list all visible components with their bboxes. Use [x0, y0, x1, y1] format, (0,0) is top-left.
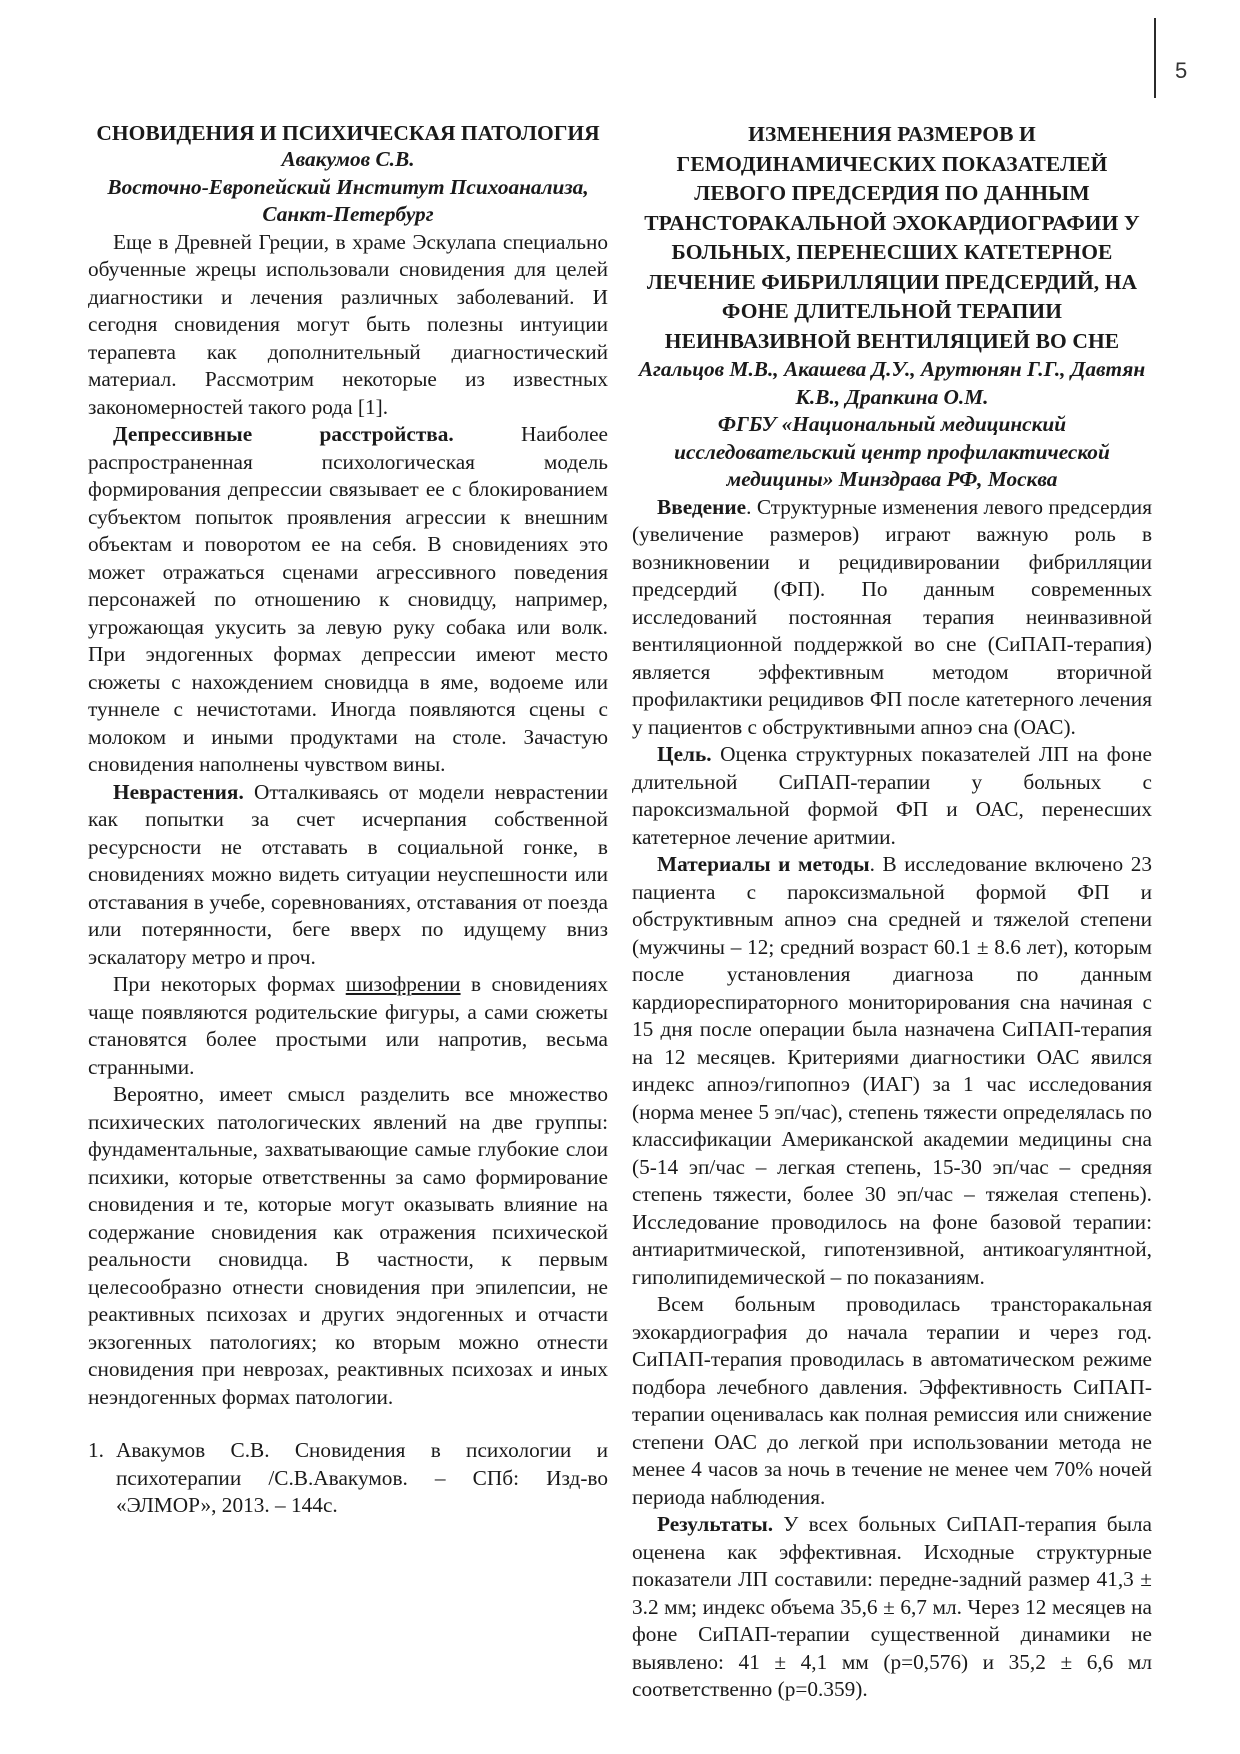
- header-rule: [1154, 18, 1156, 98]
- introduction-heading: Введение: [657, 494, 747, 519]
- neurasthenia-text: Отталкиваясь от модели неврастении как попытки за счет исчерпания собственной ресурсности не отставать в социальной гонке, в сновидениях можно видеть ситуации неуспешности или отставания в учебе, соревнованиях, отставания от поезда или потерянности, беге вверх по идущему вниз эскалатору метро и проч.: [88, 779, 608, 969]
- schizophrenia-text-after: в сновидениях чаще появляются родительские фигуры, а сами сюжеты становятся более простыми или напротив, весьма странными.: [88, 972, 608, 1079]
- right-paragraph-aim: [632, 741, 1152, 851]
- left-paragraph-conclusion: Вероятно, имеет смысл разделить все множество психических патологических явлений на две группы: фундаментальные, захватывающие самые глубокие слои психики, которые ответственны за само формирование сновидения и те, которые могут оказывать влияние на содержание сновидения как отражения психической реальности сновидца. В частности, к первым целесообразно отнести сновидения при эпилепсии, не реактивных психозах и других эндогенных и отчасти экзогенных патологиях; ко вторым можно отнести сновидения при неврозах, реактивных психозах и иных неэндогенных формах патологии.: [88, 1082, 608, 1409]
- results-text: У всех больных СиПАП-терапия была оценена как эффективная. Исходные структурные показатели ЛП составили: передне-задний размер 41,3 ± 3.2 мм; индекс объема 35,6 ± 6,7 мл. Через 12 месяцев на фоне СиПАП-терапии существенной динамики не выявлено: 41 ± 4,1 мм (p=0,576) и 35,2 ± 6,6 мл соответственно (p=0.359).: [632, 1512, 1152, 1701]
- left-article: [88, 120, 608, 1520]
- methods-heading: Материалы и методы: [657, 852, 870, 876]
- reference-item: [88, 1437, 608, 1520]
- aim-heading: Цель.: [657, 742, 712, 766]
- left-paragraph-schizophrenia: [88, 971, 608, 1081]
- right-article-title: ИЗМЕНЕНИЯ РАЗМЕРОВ И ГЕМОДИНАМИЧЕСКИХ ПОКАЗАТЕЛЕЙ ЛЕВОГО ПРЕДСЕРДИЯ ПО ДАННЫМ ТРАНСТОРАКАЛЬНОЙ ЭХОКАРДИОГРАФИИ У БОЛЬНЫХ, ПЕРЕНЕСШИХ КАТЕТЕРНОЕ ЛЕЧЕНИЕ ФИБРИЛЛЯЦИИ ПРЕДСЕРДИЙ, НА ФОНЕ ДЛИТЕЛЬНОЙ ТЕРАПИИ НЕИНВАЗИВНОЙ ВЕНТИЛЯЦИЕЙ ВО СНЕ: [644, 122, 1140, 353]
- introduction-text: . Структурные изменения левого предсердия (увеличение размеров) играют важную роль в возникновении и рецидивировании фибрилляции предсердий (ФП). По данным современных исследований постоянная терапия неинвазивной вентиляционной поддержкой во сне (СиПАП-терапия) является эффективным методом вторичной профилактики рецидивов ФП после катетерного лечения у пациентов с обструктивными апноэ сна (ОАС).: [632, 494, 1152, 739]
- left-article-author: Авакумов С.В.: [281, 147, 415, 171]
- page-number: 5: [1175, 58, 1188, 83]
- schizophrenia-link[interactable]: шизофрении: [345, 972, 461, 996]
- right-paragraph-methods: [632, 851, 1152, 1291]
- left-article-title: СНОВИДЕНИЯ И ПСИХИЧЕСКАЯ ПАТОЛОГИЯ: [96, 121, 600, 145]
- depression-text: Наиболее распространенная психологическая модель формирования депрессии связывает ее с блокированием субъектом попыток проявления агрессии к внешним объектам и поворотом ее на себя. В сновидениях это может отражаться сценами агрессивного поведения персонажей по отношению к сновидцу, например, угрожающая укусить за левую руку собака или волк. При эндогенных формах депрессии имеют место сюжеты с нахождением сновидца в яме, водоеме или туннеле с нечистотами. Иногда появляются сцены с молоком и иными продуктами на столе. Зачастую сновидения наполнены чувством вины.: [88, 422, 608, 776]
- reference-number: 1.: [88, 1438, 104, 1462]
- reference-list: [88, 1437, 608, 1520]
- left-paragraph-depression: [88, 421, 608, 779]
- results-heading: Результаты.: [657, 1512, 774, 1536]
- right-article: [632, 120, 1152, 1704]
- left-article-affiliation: Восточно-Европейский Институт Психоанализа, Санкт-Петербург: [107, 174, 589, 226]
- right-paragraph-introduction: [632, 494, 1152, 742]
- left-paragraph-intro: Еще в Древней Греции, в храме Эскулапа специально обученные жрецы использовали сновидения для целей диагностики и лечения различных заболеваний. И сегодня сновидения могут быть полезны интуиции терапевта как дополнительный диагностический материал. Рассмотрим некоторые из известных закономерностей такого рода [1].: [88, 229, 608, 419]
- right-paragraph-echo: Всем больным проводилась трансторакальная эхокардиография до начала терапии и через год. СиПАП-терапия проводилась в автоматическом режиме подбора лечебного давления. Эффективность СиПАП-терапии оценивалась как полная ремиссия или снижение степени ОАС до легкой при использовании метода не менее 4 часов за ночь в течение не менее чем 70% ночей периода наблюдения.: [632, 1292, 1152, 1509]
- aim-text: Оценка структурных показателей ЛП на фоне длительной СиПАП-терапии у больных с пароксизмальной формой ФП и ОАС, перенесших катетерное лечение аритмии.: [632, 742, 1152, 849]
- reference-text: Авакумов С.В. Сновидения в психологии и психотерапии /С.В.Авакумов. – СПб: Изд-во «ЭЛМОР», 2013. – 144с.: [116, 1438, 608, 1517]
- right-article-authors: Агальцов М.В., Акашева Д.У., Арутюнян Г.Г., Давтян К.В., Драпкина О.М.: [638, 357, 1146, 409]
- right-article-affiliation: ФГБУ «Национальный медицинский исследовательский центр профилактической медицины» Минздрава РФ, Москва: [674, 412, 1110, 491]
- depression-heading: Депрессивные расстройства.: [113, 422, 454, 446]
- right-paragraph-results: [632, 1511, 1152, 1704]
- left-paragraph-neurasthenia: [88, 779, 608, 972]
- methods-text: . В исследование включено 23 пациента с пароксизмальной формой ФП и обструктивным апноэ сна средней и тяжелой степени (мужчины – 12; средний возраст 60.1 ± 8.6 лет), которым после установления диагноза по данным кардиореспираторного мониторирования сна начиная с 15 дня после операции была назначена СиПАП-терапия на 12 месяцев. Критериями диагностики ОАС явился индекс апноэ/гипопноэ (ИАГ) за 1 час исследования (норма менее 5 эп/час), степень тяжести определялась по классификации Американской академии медицины сна (5-14 эп/час – легкая степень, 15-30 эп/час – средняя степень тяжести, более 30 эп/час – тяжелая степень). Исследование проводилось на фоне базовой терапии: антиаритмической, гипотензивной, антикоагулянтной, гиполипидемической – по показаниям.: [632, 852, 1152, 1289]
- schizophrenia-text-before: При некоторых формах: [113, 972, 346, 996]
- neurasthenia-heading: Неврастения.: [113, 779, 244, 804]
